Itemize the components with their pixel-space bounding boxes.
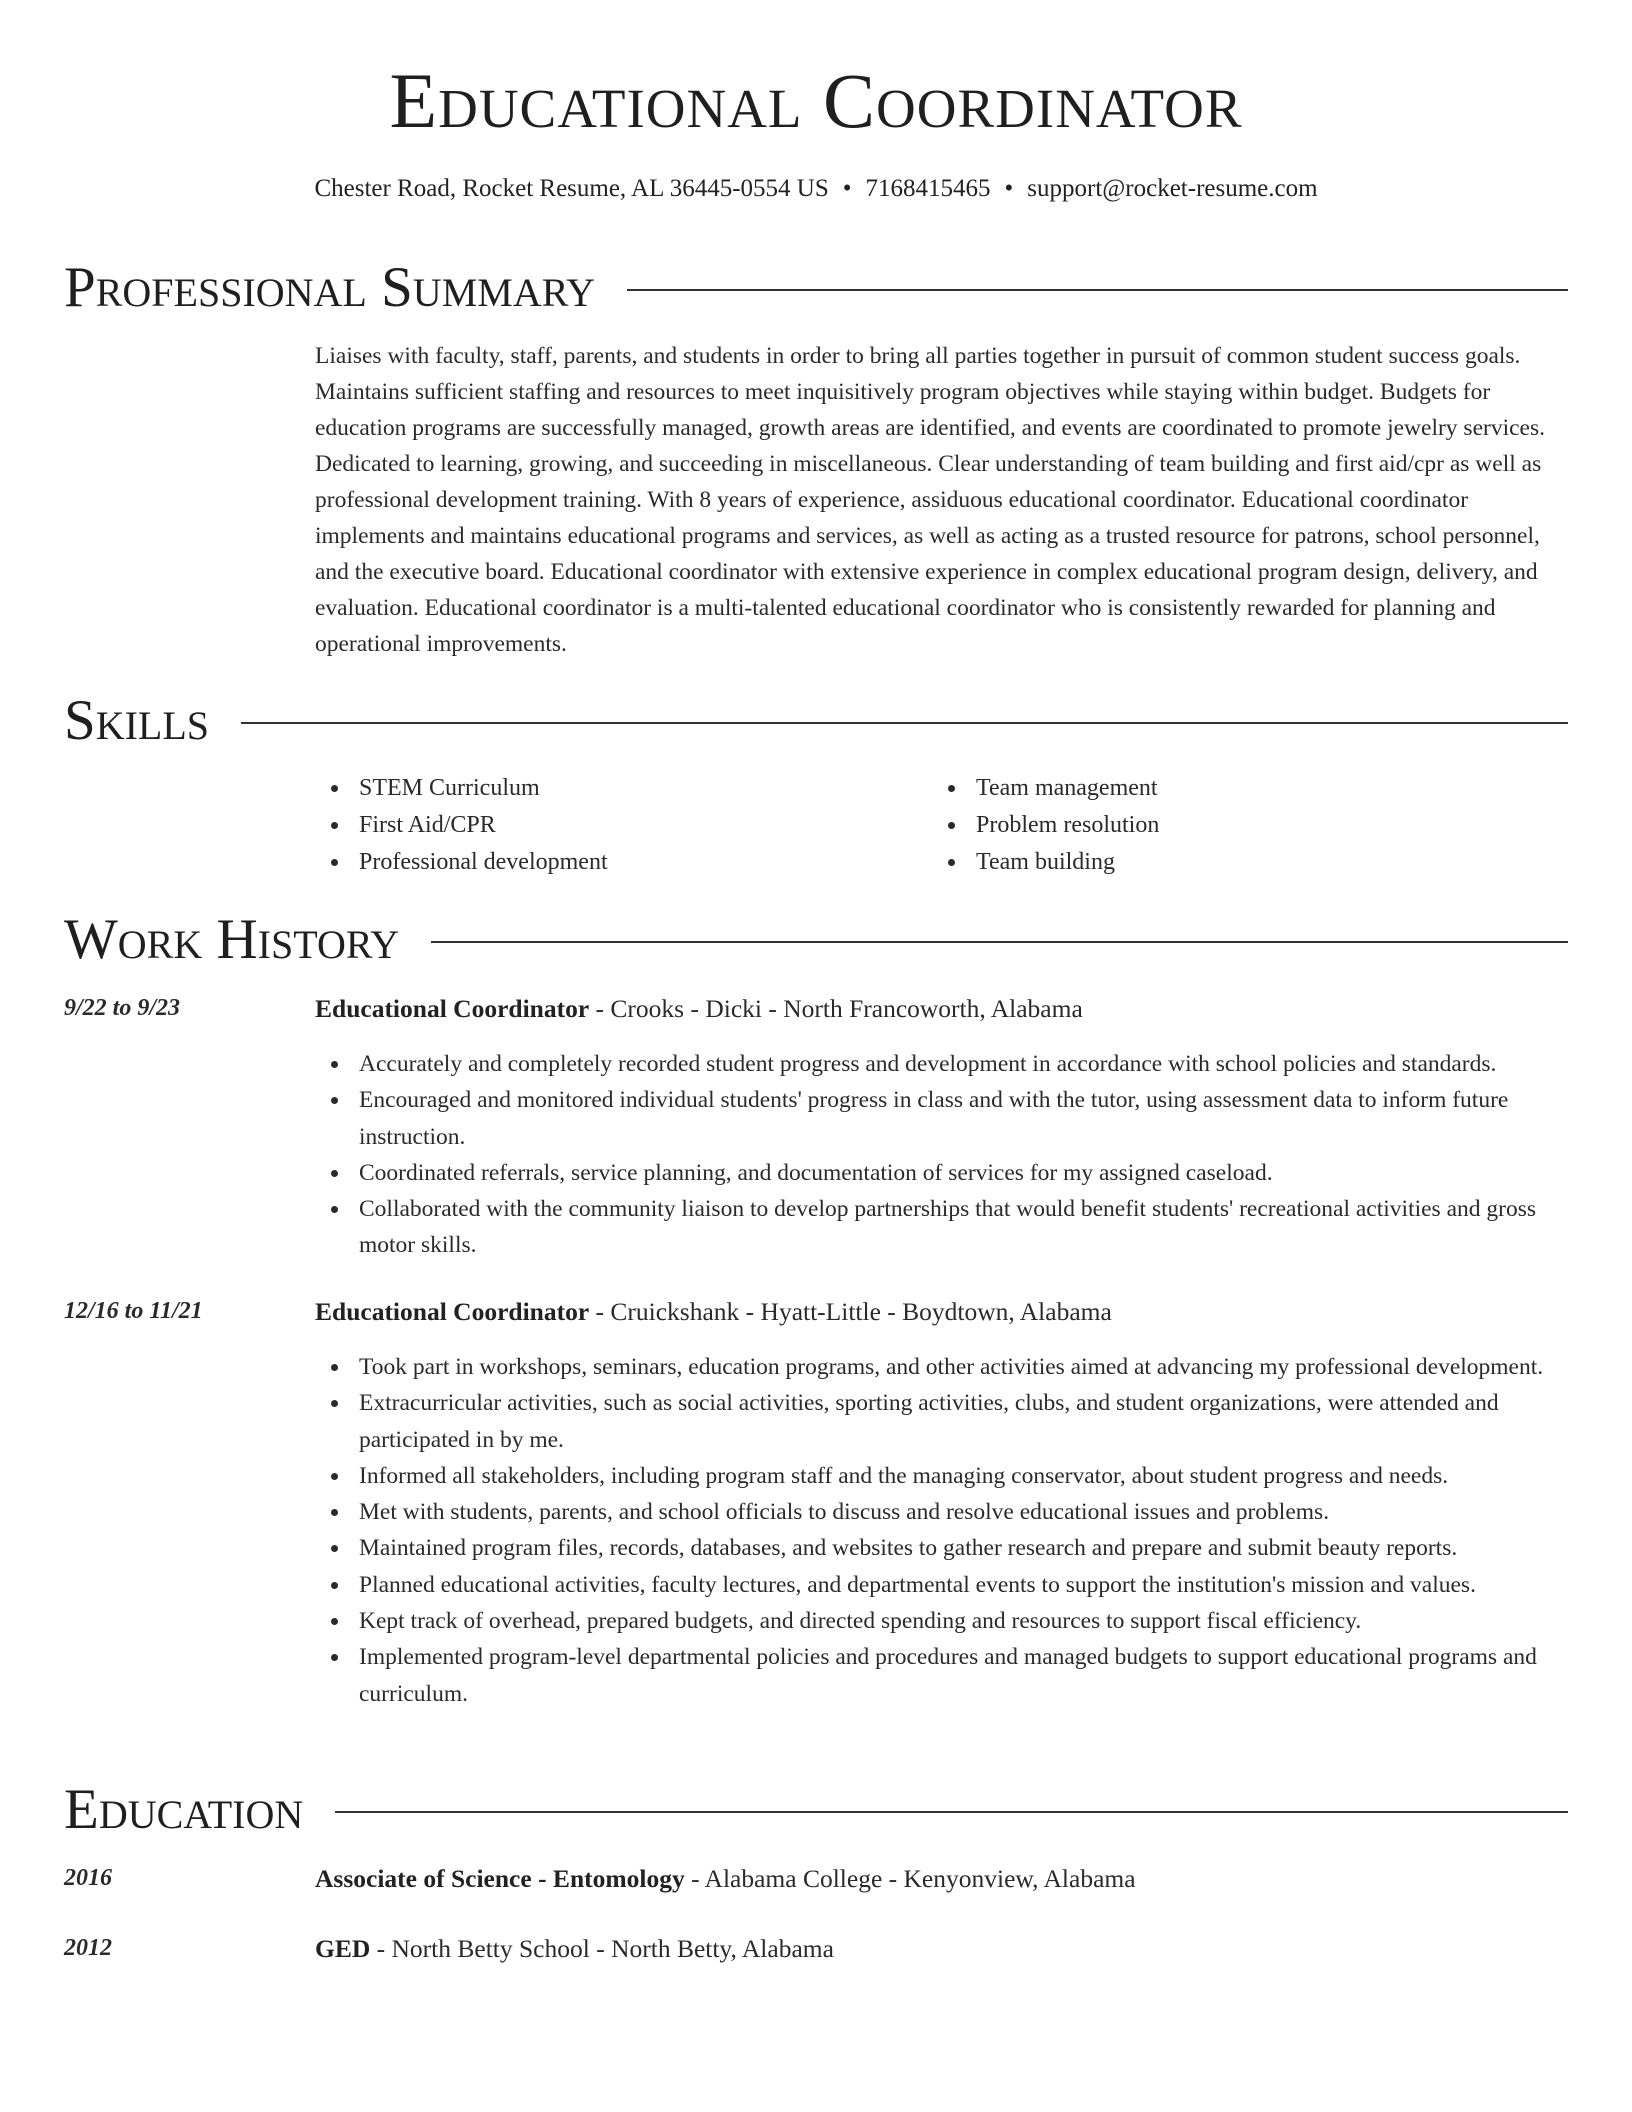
education-year: 2012: [64, 1935, 112, 1961]
job-bullet: Informed all stakeholders, including program staff and the managing conservator, about student progress and needs.: [315, 1458, 1580, 1494]
section-header-skills: [64, 689, 1568, 752]
summary-text: Liaises with faculty, staff, parents, and students in order to bring all parties together in pursuit of common student success goals. Maintains sufficient staffing and resources to meet inquisitively program objectives while staying within budget. Budgets for education programs are successfully managed, growth areas are identified, and events are coordinated to promote jewelry services. Dedicated to learning, growing, and succeeding in miscellaneous. Clear understanding of team building and first aid/cpr as well as professional development training. With 8 years of experience, assiduous educational coordinator. Educational coordinator implements and maintains educational programs and services, as well as acting as a trusted resource for patrons, school personnel, and the executive board. Educational coordinator with extensive experience in complex educational program design, delivery, and evaluation. Educational coordinator is a multi-talented educational coordinator who is consistently rewarded for planning and operational improvements.: [315, 343, 1545, 657]
contact-separator: •: [842, 175, 852, 202]
job-bullet: Coordinated referrals, service planning, and documentation of services for my assigned caseload.: [315, 1155, 1580, 1191]
section-title: Education: [64, 1778, 304, 1841]
job-bullet: Accurately and completely recorded student progress and development in accordance with school policies and standards.: [315, 1046, 1580, 1082]
contact-separator: •: [1004, 175, 1014, 202]
job-employer-location: - Cruickshank - Hyatt-Little - Boydtown, Alabama: [589, 1297, 1112, 1326]
education-school-location: - Alabama College - Kenyonview, Alabama: [684, 1864, 1136, 1893]
skill-item: Professional development: [315, 844, 915, 881]
skill-item: Team management: [932, 770, 1532, 807]
section-divider: [241, 722, 1568, 724]
section-title: Work History: [64, 908, 400, 971]
contact-line: [0, 175, 1632, 203]
job-bullet: Planned educational activities, faculty lectures, and departmental events to support the institution's mission and values.: [315, 1567, 1580, 1603]
skills-list-right: [932, 770, 1532, 881]
job-position: Educational Coordinator: [315, 1297, 590, 1326]
job-bullet: Took part in workshops, seminars, education programs, and other activities aimed at advancing my professional development.: [315, 1349, 1580, 1385]
job-bullet: Extracurricular activities, such as social activities, sporting activities, clubs, and student organizations, were attended and participated in by me.: [315, 1385, 1580, 1458]
section-header-summary: [64, 256, 1568, 319]
education-line: [315, 1864, 1136, 1894]
job-bullet: Met with students, parents, and school officials to discuss and resolve educational issues and problems.: [315, 1494, 1580, 1530]
section-divider: [627, 289, 1568, 291]
contact-address: Chester Road, Rocket Resume, AL 36445-0554 US: [314, 175, 829, 202]
job-dates: 12/16 to 11/21: [64, 1298, 203, 1324]
job-bullets: [315, 1349, 1580, 1712]
contact-email: support@rocket-resume.com: [1027, 175, 1318, 202]
job-bullet: Encouraged and monitored individual students' progress in class and with the tutor, using assessment data to inform future instruction.: [315, 1082, 1580, 1155]
education-school-location: - North Betty School - North Betty, Alabama: [370, 1934, 834, 1963]
contact-phone: 7168415465: [865, 175, 991, 202]
skill-item: First Aid/CPR: [315, 807, 915, 844]
skill-item: Problem resolution: [932, 807, 1532, 844]
skills-list-left: [315, 770, 915, 881]
job-title-line: [315, 1297, 1112, 1327]
education-line: [315, 1934, 834, 1964]
skill-item: Team building: [932, 844, 1532, 881]
job-bullet: Kept track of overhead, prepared budgets, and directed spending and resources to support fiscal efficiency.: [315, 1603, 1580, 1639]
section-title: Skills: [64, 689, 210, 752]
section-divider: [431, 941, 1568, 943]
job-bullet: Maintained program files, records, databases, and websites to gather research and prepare and submit beauty reports.: [315, 1530, 1580, 1566]
job-title-line: [315, 994, 1083, 1024]
job-bullet: Collaborated with the community liaison to develop partnerships that would benefit students' recreational activities and gross motor skills.: [315, 1191, 1580, 1264]
education-year: 2016: [64, 1865, 112, 1891]
section-header-education: [64, 1778, 1568, 1841]
candidate-name: Educational Coordinator: [389, 57, 1243, 144]
section-header-work-history: [64, 908, 1568, 971]
section-title: Professional Summary: [64, 256, 596, 319]
job-dates: 9/22 to 9/23: [64, 995, 181, 1021]
job-bullets: [315, 1046, 1580, 1264]
job-position: Educational Coordinator: [315, 994, 590, 1023]
section-divider: [335, 1811, 1568, 1813]
education-degree: Associate of Science - Entomology: [315, 1864, 685, 1893]
education-degree: GED: [315, 1934, 371, 1963]
job-employer-location: - Crooks - Dicki - North Francoworth, Alabama: [589, 994, 1083, 1023]
skill-item: STEM Curriculum: [315, 770, 915, 807]
job-bullet: Implemented program-level departmental policies and procedures and managed budgets to support educational programs and curriculum.: [315, 1639, 1580, 1712]
